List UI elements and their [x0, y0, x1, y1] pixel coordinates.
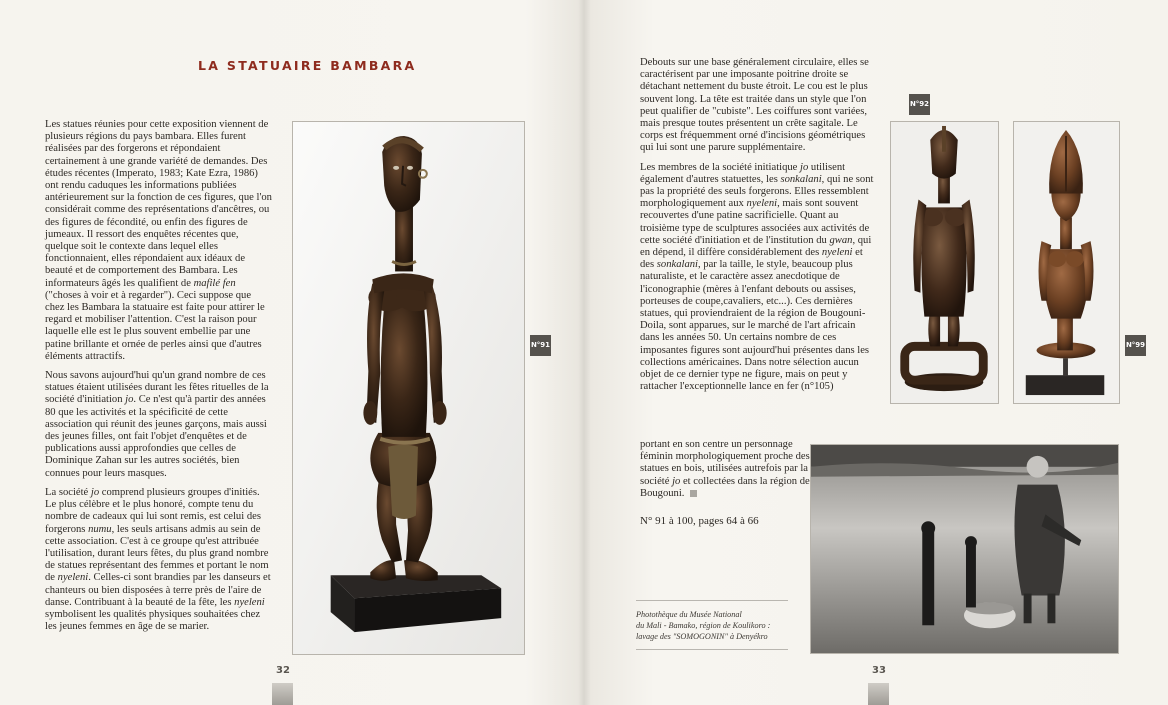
statue-figure-illustration: [891, 122, 998, 403]
right-text-continuation: [640, 439, 825, 507]
page-tab: [272, 683, 293, 705]
page-tab: [868, 683, 889, 705]
page-number: 32: [276, 665, 290, 676]
paragraph: Les statues réunies pour cette exposition viennent de plusieurs régions du pays bambara. Elles furent réalisées par des forgerons et répondaient certainement à une grande variété de demandes. Des études récentes (Imperato, 1983; Kate Ezra, 1986) ont rendu caduques les informations publiées antérieurement sur la fonction de ces figures, que l'on considérait comme des représentations d'ancêtres, ou des figures de fécondité, ou enfin des figures de jumeaux. Il ressort des enquêtes récentes que, quelque soit le contexte dans lequel elles fonctionnaient, elles répondaient aux idéaux de beauté et de comportement des Bambara. Les informateurs âgés les qualifient de mafilé fen ("choses à voir et à regarder"). Ceci suppose que chez les Bambara la statuaire est faite pour attirer le regard et mobiliser l'attention. C'est la raison pour laquelle elle est le plus souvent embellie par une patine brillante et ornée de perles ainsi que d'autres éléments attractifs.: [45, 119, 272, 362]
catalogue-number-badge: N°92: [909, 94, 930, 115]
village-scene-illustration: [811, 445, 1118, 653]
left-text-column: [45, 119, 272, 640]
statue-photo-main: [292, 121, 525, 655]
page-heading: LA STATUAIRE BAMBARA: [198, 58, 417, 73]
photo-caption: [636, 600, 788, 650]
page-number: 33: [872, 665, 886, 676]
caption-line: lavage des "SOMOGONIN" à Denyékro: [636, 632, 768, 641]
caption-line: du Mali - Bamako, région de Koulikoro :: [636, 621, 771, 630]
paragraph: portant en son centre un personnage féminin morphologiquement proche des statues en bois, utilisées autrefois par la société jo et collectées dans la région de Bougouni.: [640, 439, 810, 499]
catalogue-number-badge: N°99: [1125, 335, 1146, 356]
right-page: [586, 0, 1168, 705]
field-photo-washing: [810, 444, 1119, 654]
catalogue-reference: N° 91 à 100, pages 64 à 66: [640, 515, 759, 527]
right-text-column: [640, 57, 875, 393]
caption-line: Photothèque du Musée National: [636, 610, 742, 619]
statue-figure-illustration: [293, 122, 524, 654]
statue-photo-92: [890, 121, 999, 404]
statue-photo-99: [1013, 121, 1120, 404]
left-page: [0, 0, 582, 705]
paragraph: Les membres de la société initiatique jo utilisent également d'autres statuettes, les sonkalani, qui ne sont pas la propriété des seuls forgerons. Elles ressemblent morphologiquement aux nyeleni, mais sont souvent recouvertes d'une patine sacrificielle. Quant au troisième type de sculptures associées aux activités de cette société d'initiation et de l'institution du gwan, qui en dépend, il diffère considérablement des nyeleni et des sonkalani, par la taille, le style, beaucoup plus naturaliste, et le caractère assez anecdotique de l'iconographie (mères à l'enfant debouts ou assises, porteuses de coupe,cavaliers, etc...). Ces dernières statues, qui proviendraient de la région de Bougouni-Doila, sont apparues, sur le marché de l'art africain dans les années 50. Un certains nombre de ces imposantes figures sont aujourd'hui présentes dans les collections américaines. Dans notre sélection aucun objet de ce dernier type ne figure, mais on peut y rattacher l'exceptionnelle lance en fer (n°105): [640, 161, 874, 393]
paragraph: La société jo comprend plusieurs groupes d'initiés. Le plus célèbre et le plus honoré, compte tenu du nombre de cadeaux qui lui sont remis, est celui des forgerons numu, les seuls artisans admis au sein de cette association. C'est à ce groupe qu'est attribuée l'utilisation, durant leurs fêtes, du plus grand nombre de statues représentant des femmes et portant le nom de nyeleni. Celles-ci sont brandies par les danseurs et chanteurs ou bien disposées à terre près de l'aire de danse. Contribuant à la beauté de la fête, les nyeleni symbolisent les qualités physiques souhaitées chez les jeunes femmes en âge de se marier.: [45, 486, 271, 633]
end-of-text-square-icon: [690, 490, 697, 497]
paragraph: Debouts sur une base généralement circulaire, elles se caractérisent par une imposante poitrine droite se détachant nettement du buste étroit. Le cou est le plus souvent long. La tête est traitée dans un style que l'on peut qualifier de "cubiste". Les coiffures sont variées, mais presque toutes présentent un crête sagitale. Le corps est fréquemment orné d'incisions géométriques qui lui sont une parure supplémentaire.: [640, 57, 869, 154]
statue-figure-illustration: [1014, 122, 1119, 403]
catalogue-number-badge: N°91: [530, 335, 551, 356]
paragraph: Nous savons aujourd'hui qu'un grand nombre de ces statues étaient utilisées durant les fêtes rituelles de la société d'initiation jo. Ce n'est qu'à partir des années 80 que les activités et la spécificité de cette association qui réunit des jeunes garçons, mais aussi des jeunes filles, ont fait l'objet d'enquêtes et de publications aussi approfondies que celles de Dominique Zahan sur les autres sociétés, bien connues pour leurs masques.: [45, 370, 269, 479]
